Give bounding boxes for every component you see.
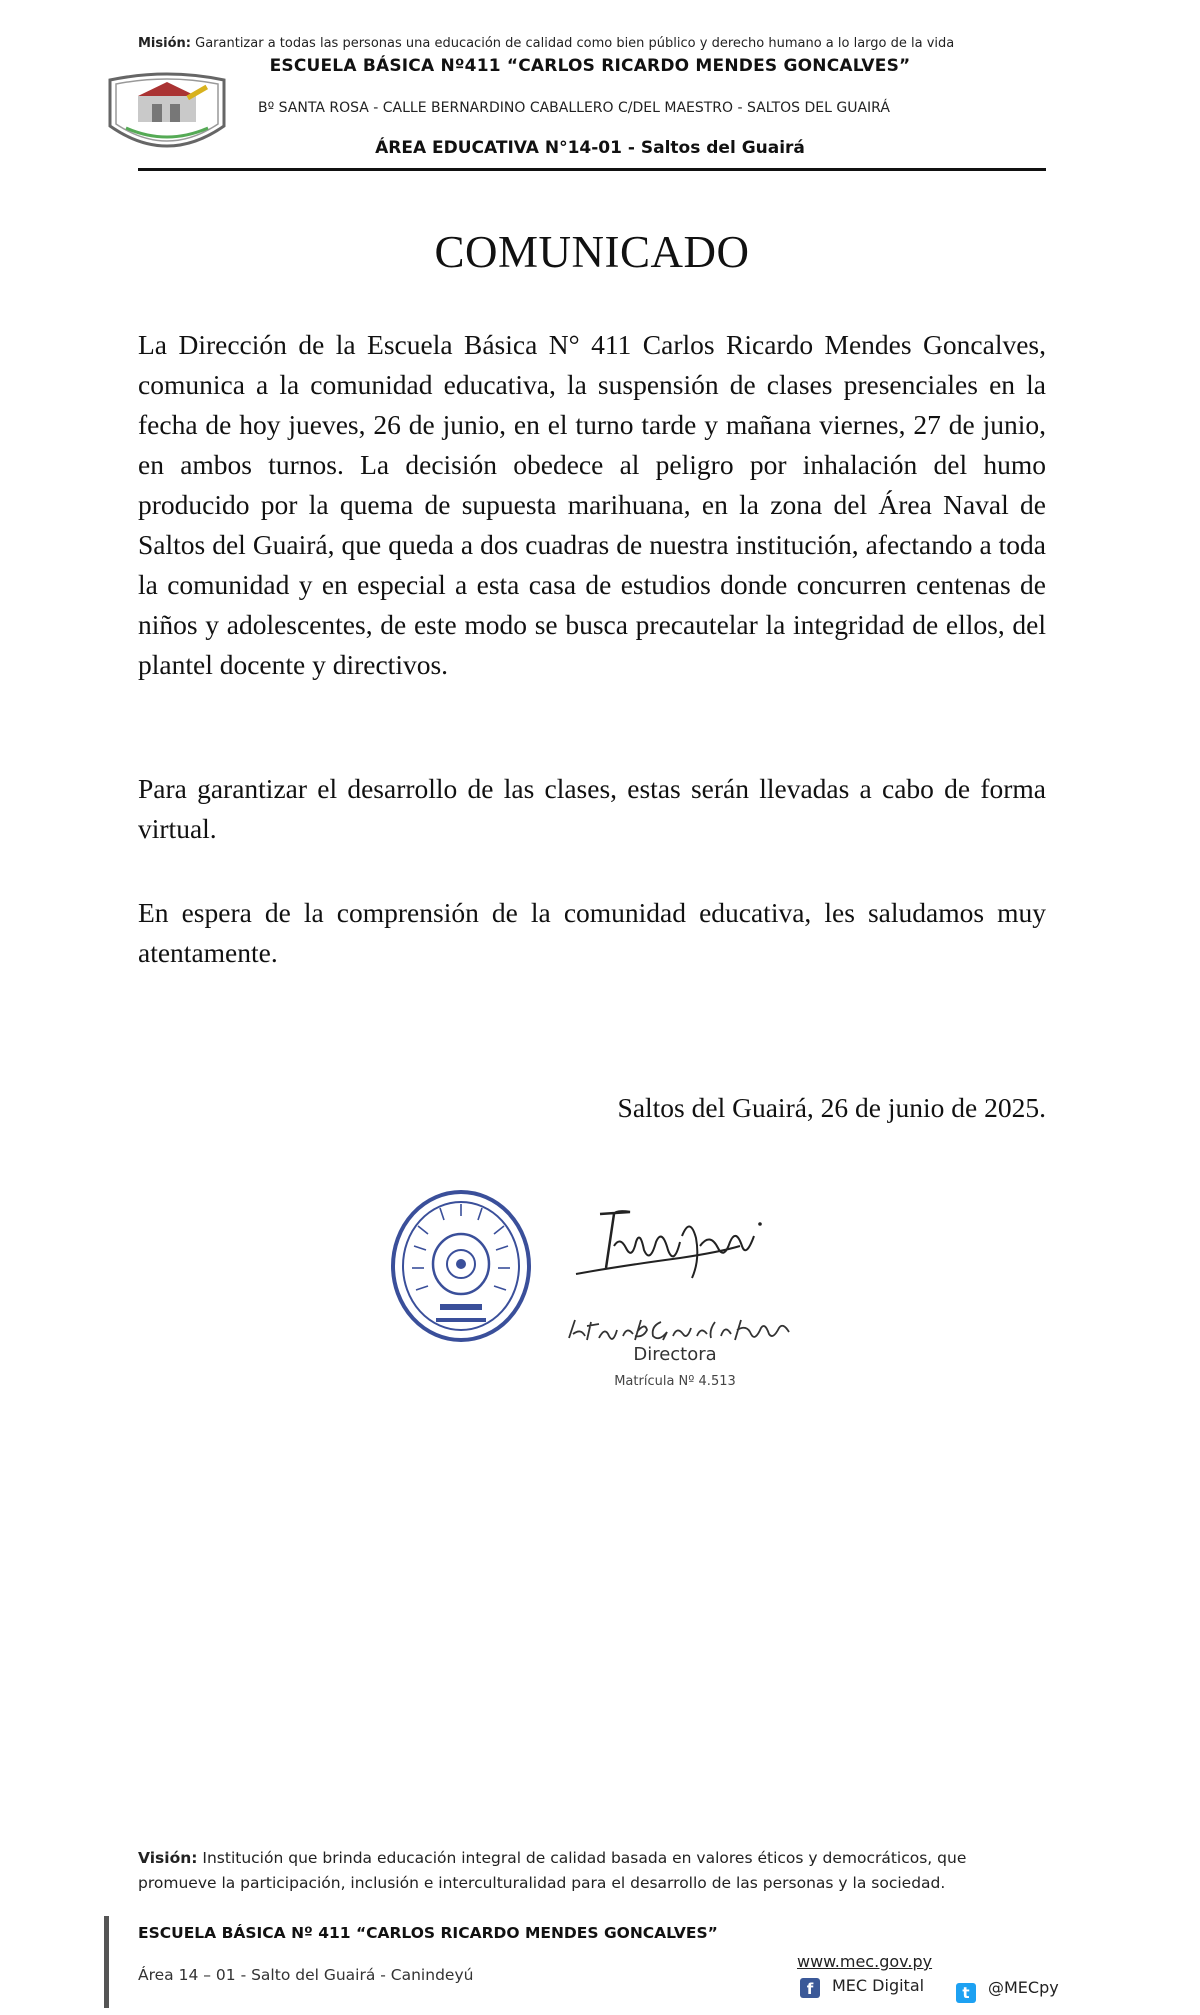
footer-area: Área 14 – 01 - Salto del Guairá - Canindeyú [138, 1966, 474, 1984]
facebook-icon[interactable]: f [800, 1978, 820, 1998]
school-address: Bº SANTA ROSA - CALLE BERNARDINO CABALLERO C/DEL MAESTRO - SALTOS DEL GUAIRÁ [258, 100, 890, 116]
place-and-date: Saltos del Guairá, 26 de junio de 2025. [617, 1092, 1046, 1123]
paragraph-2: Para garantizar el desarrollo de las clases, estas serán llevadas a cabo de forma virtual. [138, 773, 1046, 844]
facebook-handle[interactable]: MEC Digital [832, 1976, 925, 1995]
footer-website-link[interactable]: www.mec.gov.py [797, 1952, 933, 1971]
school-name: ESCUELA BÁSICA Nº411 “CARLOS RICARDO MENDES GONCALVES” [269, 56, 911, 76]
document-title: COMUNICADO [434, 227, 750, 277]
vision-text: Institución que brinda educación integral de calidad basada en valores éticos y democráticos, que promueve la participación, inclusión e interculturalidad para el desarrollo de las personas y la sociedad. [138, 1849, 967, 1892]
educational-area: ÁREA EDUCATIVA N°14-01 - Saltos del Guairá [375, 138, 805, 158]
signer-name-signature [565, 1314, 795, 1344]
paragraph-1: La Dirección de la Escuela Básica N° 411 Carlos Ricardo Mendes Goncalves, comunica a la comunidad educativa, la suspensión de clases presenciales en la fecha de hoy jueves, 26 de junio, en el turno tarde y mañana viernes, 27 de junio, en ambos turnos. La decisión obedece al peligro por inhalación del humo producido por la quema de supuesta marihuana, en la zona del Área Naval de Saltos del Guairá, que queda a dos cuadras de nuestra institución, afectando a toda la comunidad y en especial a esta casa de estudios donde concurren centenas de niños y adolescentes, de este modo se busca precautelar la integridad de ellos, del plantel docente y directivos. [138, 329, 1046, 680]
twitter-handle[interactable]: @MECpy [988, 1978, 1059, 1997]
signer-matricula: Matrícula Nº 4.513 [614, 1374, 736, 1389]
paragraph-3: En espera de la comprensión de la comunidad educativa, les saludamos muy atentamente. [138, 897, 1046, 968]
vision-statement [138, 1846, 1038, 1896]
twitter-icon[interactable]: t [956, 1983, 976, 2003]
signer-role: Directora [633, 1344, 717, 1365]
handwritten-signature [570, 1206, 770, 1286]
mission-text: Garantizar a todas las personas una educación de calidad como bien público y derecho humano a lo largo de la vida [195, 36, 955, 51]
mission-statement [138, 36, 1038, 51]
school-logo [100, 66, 234, 162]
vision-label: Visión: [138, 1849, 198, 1867]
official-stamp [388, 1186, 534, 1346]
footer-school-name: ESCUELA BÁSICA Nº 411 “CARLOS RICARDO MENDES GONCALVES” [138, 1924, 718, 1942]
header-divider [138, 168, 1046, 171]
footer-accent-bar [104, 1916, 109, 2008]
mission-label: Misión: [138, 36, 191, 51]
